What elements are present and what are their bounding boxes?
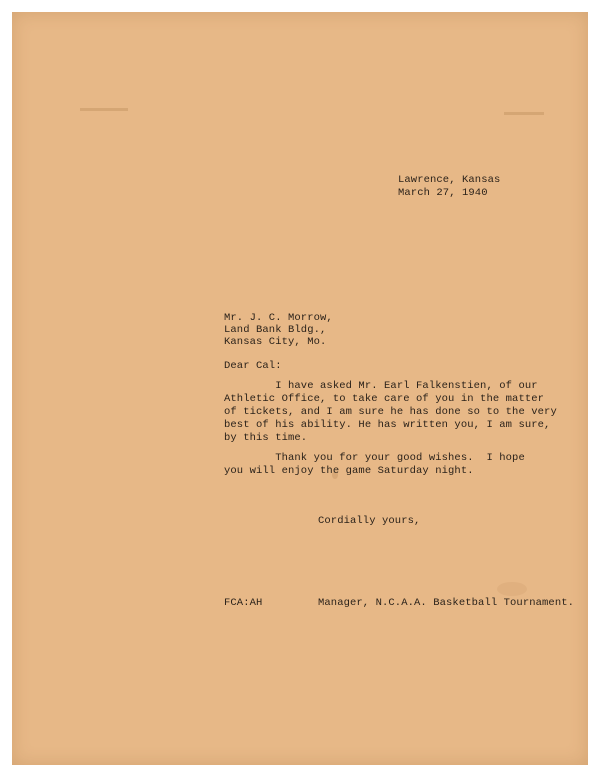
body-line: I have asked Mr. Earl Falkenstien, of our [224, 380, 538, 392]
typist-initials: FCA:AH [224, 597, 263, 609]
recipient-line: Land Bank Bldg., [224, 324, 327, 336]
recipient-line: Kansas City, Mo. [224, 336, 327, 348]
body-line: of tickets, and I am sure he has done so to the very [224, 406, 557, 418]
paper-mark [504, 112, 544, 115]
recipient-line: Mr. J. C. Morrow, [224, 312, 333, 324]
body-line: by this time. [224, 432, 308, 444]
body-line: Thank you for your good wishes. I hope [224, 452, 525, 464]
letter-date: March 27, 1940 [398, 187, 488, 199]
salutation: Dear Cal: [224, 360, 282, 372]
paper-mark [80, 108, 128, 111]
closing: Cordially yours, [318, 515, 421, 527]
signature-title: Manager, N.C.A.A. Basketball Tournament. [318, 597, 575, 609]
body-line: best of his ability. He has written you, I am sure, [224, 419, 551, 431]
body-line: Athletic Office, to take care of you in the matter [224, 393, 545, 405]
paper-spot [497, 582, 527, 596]
body-line: you will enjoy the game Saturday night. [224, 465, 474, 477]
letter-place: Lawrence, Kansas [398, 174, 501, 186]
